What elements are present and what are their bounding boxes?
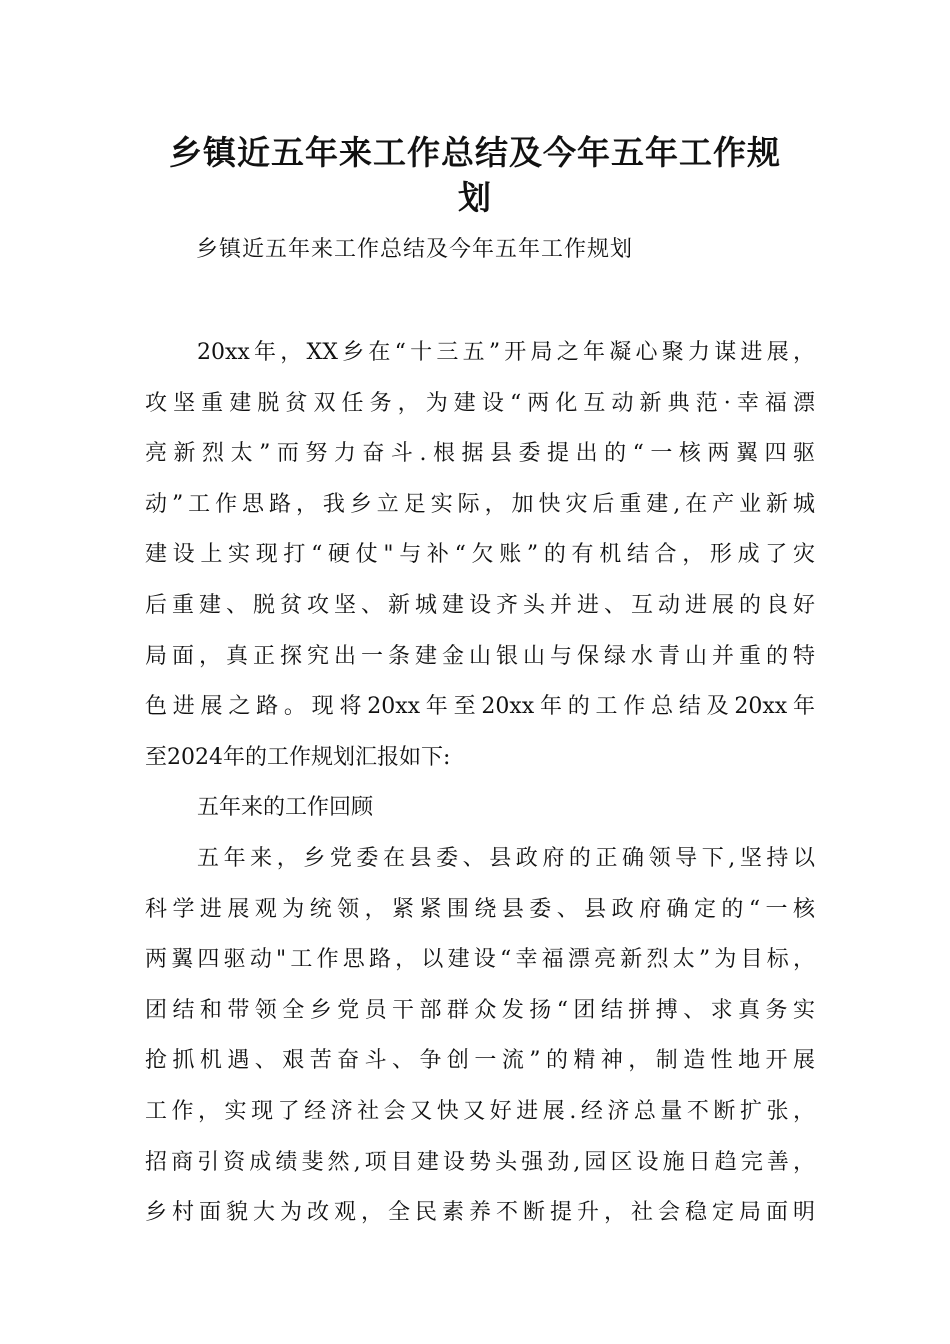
paragraph-line: 20xx年，XX乡在“十三五”开局之年凝心聚力谋进展，: [197, 340, 815, 365]
document-body: [145, 328, 815, 1239]
paragraph-review: [145, 834, 815, 1239]
document-subtitle: 乡镇近五年来工作总结及今年五年工作规划: [196, 237, 634, 262]
title-line-2: 划: [458, 178, 492, 217]
paragraph-line: 招商引资成绩斐然,项目建设势头强劲,园区设施日趋完善，: [145, 1149, 815, 1175]
paragraph-line: 亮新烈太”而努力奋斗.根据县委提出的“一核两翼四驱: [145, 441, 815, 467]
document-title: [140, 130, 810, 220]
paragraph-line: 工作，实现了经济社会又快又好进展.经济总量不断扩张，: [145, 1098, 815, 1124]
section-heading: 五年来的工作回顾: [197, 795, 374, 821]
paragraph-line: 科学进展观为统领，紧紧围绕县委、县政府确定的“一核: [145, 896, 815, 922]
paragraph-line: 色进展之路。现将20xx年至20xx年的工作总结及20xx年: [145, 694, 815, 720]
paragraph-line: 动”工作思路，我乡立足实际，加快灾后重建,在产业新城: [145, 491, 815, 517]
paragraph-intro: [145, 328, 815, 783]
paragraph-line: 乡村面貌大为改观，全民素养不断提升，社会稳定局面明: [145, 1200, 815, 1226]
paragraph-line: 攻坚重建脱贫双任务，为建设“两化互动新典范·幸福漂: [145, 390, 815, 416]
title-line-1: 乡镇近五年来工作总结及今年五年工作规: [169, 133, 781, 172]
paragraph-line: 后重建、脱贫攻坚、新城建设齐头并进、互动进展的良好: [145, 592, 815, 618]
paragraph-line: 局面，真正探究出一条建金山银山与保绿水青山并重的特: [145, 643, 815, 669]
paragraph-line: 团结和带领全乡党员干部群众发扬“团结拼搏、求真务实: [145, 997, 815, 1023]
paragraph-line: 抢抓机遇、艰苦奋斗、争创一流”的精神，制造性地开展: [145, 1048, 815, 1074]
paragraph-line: 建设上实现打“硬仗"与补“欠账”的有机结合，形成了灾: [145, 542, 815, 568]
paragraph-line: 至2024年的工作规划汇报如下:: [145, 744, 451, 770]
paragraph-line: 五年来，乡党委在县委、县政府的正确领导下,坚持以: [197, 845, 815, 871]
paragraph-line: 两翼四驱动"工作思路，以建设“幸福漂亮新烈太”为目标，: [145, 947, 815, 973]
